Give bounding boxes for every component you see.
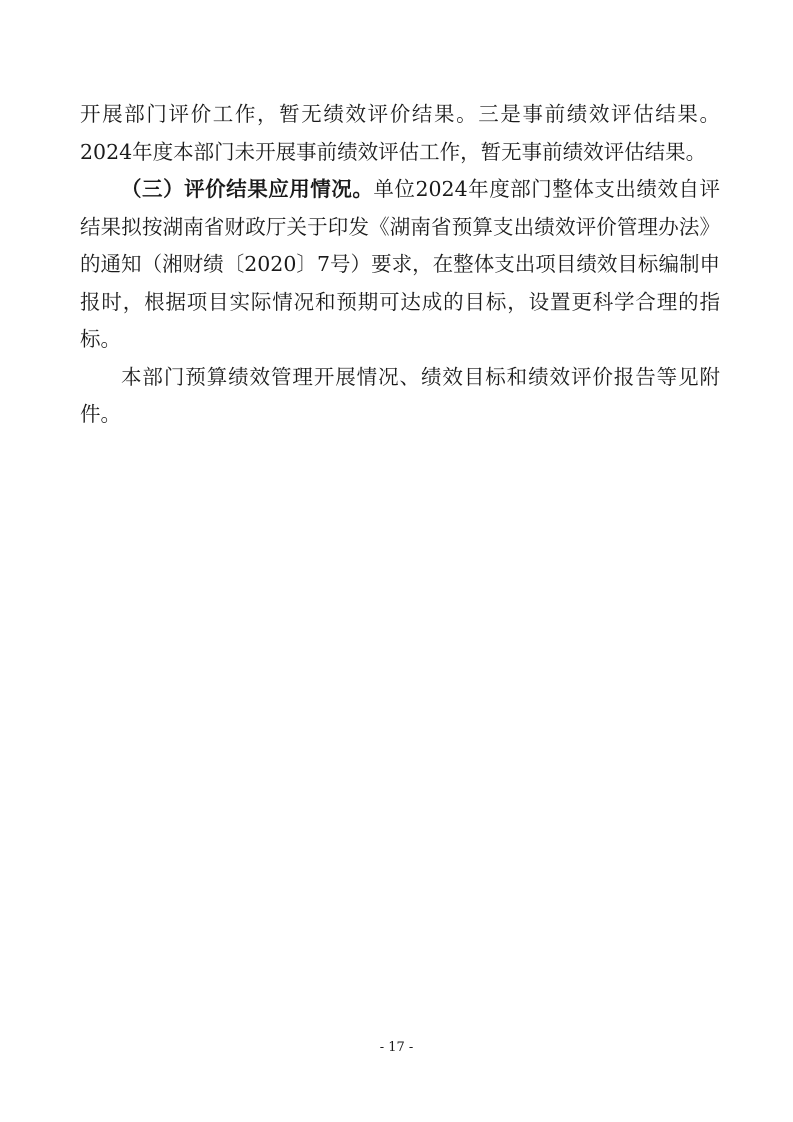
- document-body: [80, 96, 720, 434]
- paragraph-text: 单位2024年度部门整体支出绩效自评结果拟按湖南省财政厅关于印发《湖南省预算支出绩效评价管理办法》的通知（湘财绩〔2020〕7号）要求，在整体支出项目绩效目标编制申报时，根据项目实际情况和预期可达成的目标，设置更科学合理的指标。: [80, 177, 721, 351]
- section-heading: （三）评价结果应用情况。: [121, 177, 374, 201]
- page-number: - 17 -: [379, 1040, 414, 1055]
- paragraph-attachments-note: 本部门预算绩效管理开展情况、绩效目标和绩效评价报告等见附件。: [80, 364, 720, 426]
- paragraph-evaluation-results: 开展部门评价工作，暂无绩效评价结果。三是事前绩效评估结果。2024年度本部门未开展事前绩效评估工作，暂无事前绩效评估结果。: [80, 102, 720, 164]
- paragraph-results-application: [80, 171, 720, 359]
